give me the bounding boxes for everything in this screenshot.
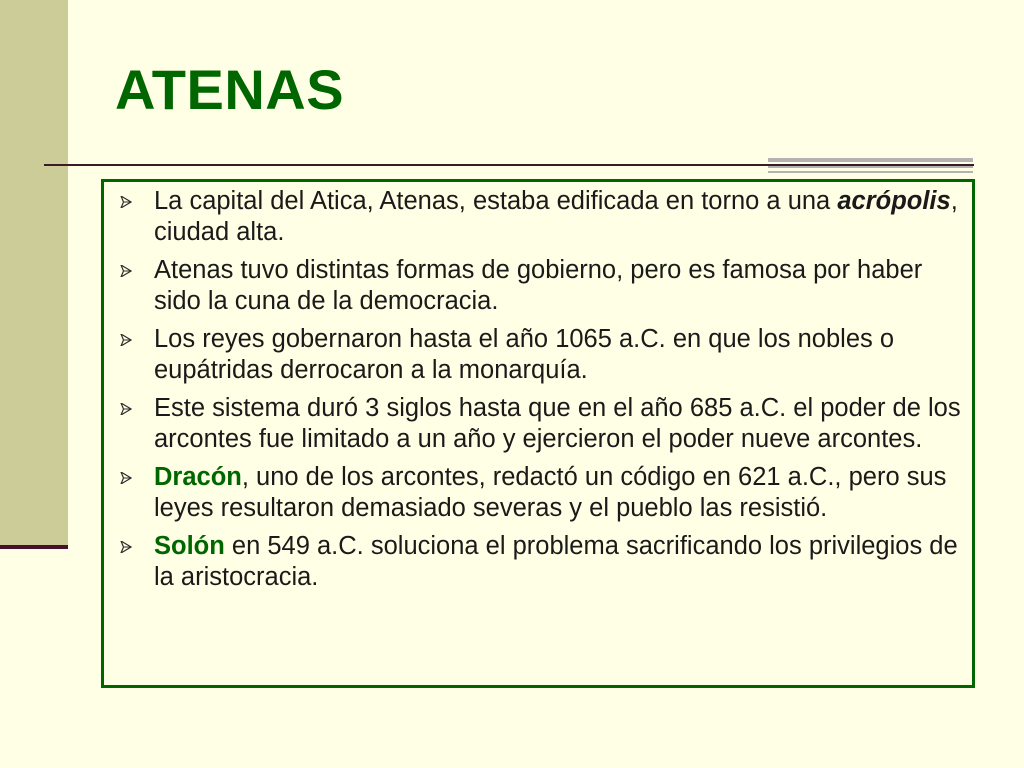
emphasized-term: acrópolis [837,187,951,215]
arrow-bullet-icon [120,265,132,277]
accent-stripes [768,158,973,178]
accent-stripe [768,158,973,162]
bullet-text: en 549 a.C. soluciona el problema sacrificando los privilegios de la aristocracia. [154,532,958,591]
slide-title: ATENAS [115,58,345,121]
bullet-text: Este sistema duró 3 siglos hasta que en el año 685 a.C. el poder de los arcontes fue limitado a un año y ejercieron el poder nueve arcontes. [154,394,961,453]
left-decorative-bar [0,0,68,545]
arrow-bullet-icon [120,472,132,484]
bullet-item [116,462,966,524]
highlighted-name: Solón [154,532,225,560]
bullet-text: La capital del Atica, Atenas, estaba edificada en torno a una [154,187,838,215]
bullet-text: Atenas tuvo distintas formas de gobierno, pero es famosa por haber sido la cuna de la democracia. [154,256,923,315]
bullet-item [116,324,966,386]
accent-stripe [768,166,973,168]
highlighted-name: Dracón [154,463,242,491]
bullet-item [116,393,966,455]
bullet-list [116,186,966,600]
bullet-text: , uno de los arcontes, redactó un código en 621 a.C., pero sus leyes resultaron demasiado severas y el pueblo las resistió. [154,463,947,522]
left-bar-underline [0,545,68,549]
bullet-text: , ciudad alta. [154,187,958,246]
arrow-bullet-icon [120,403,132,415]
arrow-bullet-icon [120,196,132,208]
arrow-bullet-icon [120,541,132,553]
bullet-item [116,255,966,317]
arrow-bullet-icon [120,334,132,346]
bullet-item [116,531,966,593]
content-box [101,179,975,688]
bullet-item [116,186,966,248]
accent-stripe [768,171,973,173]
bullet-text: Los reyes gobernaron hasta el año 1065 a.C. en que los nobles o eupátridas derrocaron a la monarquía. [154,325,895,384]
